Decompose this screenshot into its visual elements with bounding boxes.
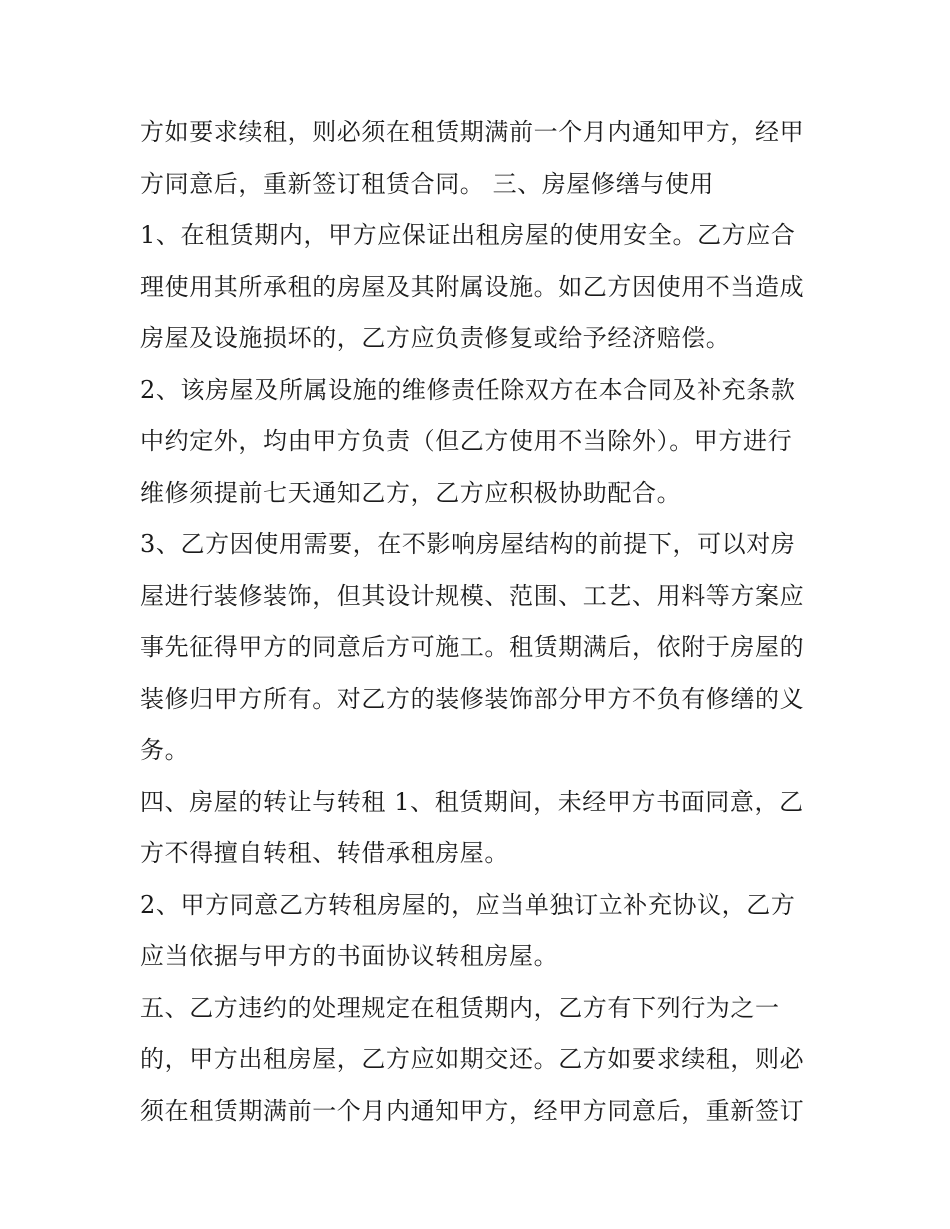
text-line: 维修须提前七天通知乙方，乙方应积极协助配合。 [140, 478, 682, 507]
text-line: 屋进行装修装饰，但其设计规模、范围、工艺、用料等方案应 [140, 581, 805, 610]
text-line: 须在租赁期满前一个月内通知甲方，经甲方同意后，重新签订 [140, 1096, 805, 1125]
text-line: 的，甲方出租房屋，乙方应如期交还。乙方如要求续租，则必 [140, 1045, 805, 1073]
text-line: 房屋及设施损坏的，乙方应负责修复或给予经济赔偿。 [140, 324, 731, 352]
text-line: 应当依据与甲方的书面协议转租房屋。 [140, 942, 559, 970]
text-line: 务。 [140, 736, 190, 764]
document-body [140, 107, 830, 1137]
text-line: 五、乙方违约的处理规定在租赁期内，乙方有下列行为之一 [140, 993, 780, 1022]
text-line: 事先征得甲方的同意后方可施工。租赁期满后，依附于房屋的 [140, 633, 805, 661]
text-line: 2、甲方同意乙方转租房屋的，应当单独订立补充协议，乙方 [140, 890, 796, 919]
text-line: 1、在租赁期内，甲方应保证出租房屋的使用安全。乙方应合 [140, 221, 796, 249]
text-line: 3、乙方因使用需要，在不影响房屋结构的前提下，可以对房 [140, 530, 796, 558]
text-line: 方不得擅自转租、转借承租房屋。 [140, 839, 509, 867]
text-line: 方同意后，重新签订租赁合同。 三、房屋修缮与使用 [140, 169, 715, 198]
text-line: 2、该房屋及所属设施的维修责任除双方在本合同及补充条款 [140, 375, 796, 404]
text-line: 四、房屋的转让与转租 1、租赁期间，未经甲方书面同意，乙 [140, 787, 804, 816]
text-line: 理使用其所承租的房屋及其附属设施。如乙方因使用不当造成 [140, 272, 805, 301]
text-line: 装修归甲方所有。对乙方的装修装饰部分甲方不负有修缮的义 [140, 684, 805, 713]
text-line: 中约定外，均由甲方负责（但乙方使用不当除外）。甲方进行 [140, 427, 793, 455]
text-line: 方如要求续租，则必须在租赁期满前一个月内通知甲方，经甲 [140, 118, 805, 146]
